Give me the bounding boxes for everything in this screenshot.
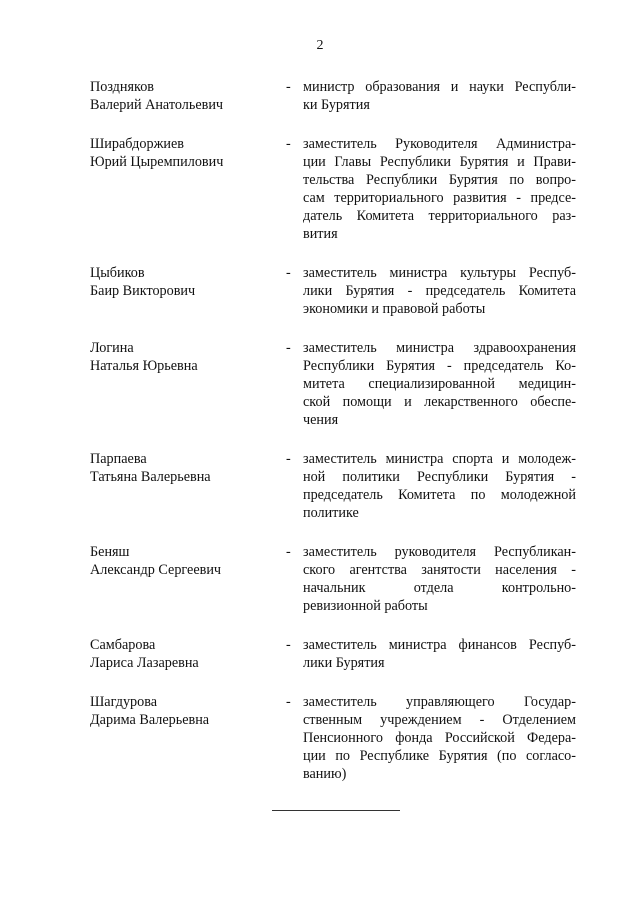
description-line: чения [303, 412, 339, 428]
given-names: Юрий Цыремпилович [90, 154, 224, 170]
description-line: ции по Республике Бурятия (по согласо- [303, 748, 576, 764]
description-line: Республики Бурятия - председатель Ко- [303, 358, 576, 374]
description-line: заместитель руководителя Республикан- [303, 544, 576, 560]
dash-separator: - [286, 136, 291, 152]
description-line: заместитель министра здравоохранения [303, 340, 576, 356]
description-line: заместитель министра культуры Респуб- [303, 265, 576, 281]
dash-separator: - [286, 265, 291, 281]
description-line: заместитель министра спорта и молодеж- [303, 451, 576, 467]
list-item [90, 450, 576, 522]
person-name [90, 543, 286, 615]
description-line: ки Бурятия [303, 97, 370, 113]
description-line: вития [303, 226, 338, 242]
list-item [90, 135, 576, 243]
position-description [303, 693, 576, 783]
surname: Ширабдоржиев [90, 136, 184, 152]
dash-separator: - [286, 79, 291, 95]
given-names: Дарима Валерьевна [90, 712, 210, 728]
dash-separator: - [286, 451, 291, 467]
list-item [90, 543, 576, 615]
dash-separator: - [286, 637, 291, 653]
description-line: начальник отдела контрольно- [303, 580, 576, 596]
description-line: председатель Комитета по молодежной [303, 487, 576, 503]
description-line: ции Главы Республики Бурятия и Прави- [303, 154, 576, 170]
position-description [303, 264, 576, 318]
description-line: ревизионной работы [303, 598, 428, 614]
surname: Беняш [90, 544, 130, 560]
person-name [90, 135, 286, 243]
description-line: политике [303, 505, 359, 521]
given-names: Валерий Анатольевич [90, 97, 224, 113]
position-description [303, 450, 576, 522]
position-description [303, 543, 576, 615]
person-name [90, 78, 286, 114]
position-description [303, 78, 576, 114]
description-line: ванию) [303, 766, 347, 782]
member-list [90, 78, 576, 801]
position-description [303, 339, 576, 429]
description-line: министр образования и науки Республи- [303, 79, 576, 95]
position-description [303, 135, 576, 243]
description-line: тельства Республики Бурятия по вопро- [303, 172, 576, 188]
list-item [90, 693, 576, 783]
description-line: сам территориального развития - предсе- [303, 190, 576, 206]
description-line: датель Комитета территориального раз- [303, 208, 576, 224]
closing-rule [272, 810, 400, 811]
description-line: лики Бурятия - председатель Комитета [303, 283, 576, 299]
person-name [90, 339, 286, 429]
dash-separator: - [286, 544, 291, 560]
description-line: ской помощи и лекарственного обеспе- [303, 394, 576, 410]
surname: Самбарова [90, 637, 156, 653]
dash-separator: - [286, 694, 291, 710]
surname: Логина [90, 340, 134, 356]
given-names: Баир Викторович [90, 283, 196, 299]
description-line: заместитель управляющего Государ- [303, 694, 576, 710]
description-line: лики Бурятия [303, 655, 385, 671]
given-names: Наталья Юрьевна [90, 358, 198, 374]
person-name [90, 264, 286, 318]
description-line: заместитель министра финансов Респуб- [303, 637, 576, 653]
surname: Шагдурова [90, 694, 158, 710]
page-number: 2 [316, 38, 324, 53]
surname: Поздняков [90, 79, 154, 95]
surname: Парпаева [90, 451, 147, 467]
person-name [90, 636, 286, 672]
description-line: ной политики Республики Бурятия - [303, 469, 576, 485]
dash-separator: - [286, 340, 291, 356]
list-item [90, 636, 576, 672]
surname: Цыбиков [90, 265, 145, 281]
position-description [303, 636, 576, 672]
description-line: экономики и правовой работы [303, 301, 486, 317]
person-name [90, 450, 286, 522]
description-line: заместитель Руководителя Администра- [303, 136, 576, 152]
given-names: Александр Сергеевич [90, 562, 222, 578]
description-line: митета специализированной медицин- [303, 376, 576, 392]
description-line: Пенсионного фонда Российской Федера- [303, 730, 576, 746]
description-line: ственным учреждением - Отделением [303, 712, 576, 728]
list-item [90, 264, 576, 318]
given-names: Татьяна Валерьевна [90, 469, 211, 485]
list-item [90, 339, 576, 429]
description-line: ского агентства занятости населения - [303, 562, 576, 578]
person-name [90, 693, 286, 783]
list-item [90, 78, 576, 114]
given-names: Лариса Лазаревна [90, 655, 199, 671]
